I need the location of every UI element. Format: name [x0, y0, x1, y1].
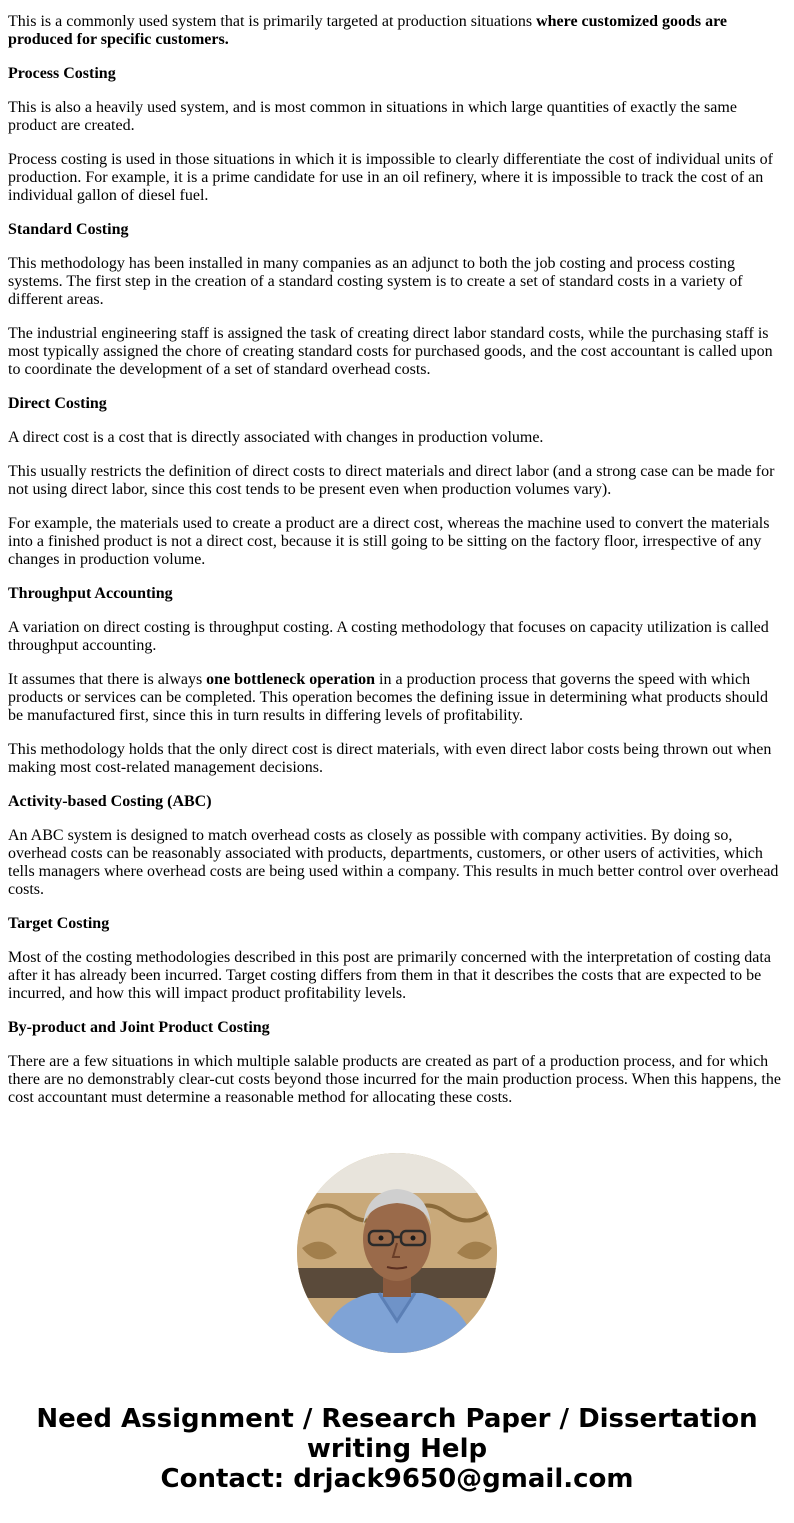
- heading-process-costing: Process Costing: [8, 65, 116, 82]
- footer-contact-email: Contact: drjack9650@gmail.com: [160, 1464, 634, 1494]
- throughput-p2-after: in a production process that governs the speed with which products or services can be completed. This operation becomes the defining issue in determining what products should be manufactured first, since this in turn results in differing levels of profitability.: [8, 671, 768, 724]
- heading-direct-costing: Direct Costing: [8, 395, 107, 412]
- heading-standard-costing: Standard Costing: [8, 221, 129, 238]
- direct-paragraph-3: For example, the materials used to create a product are a direct cost, whereas the machine used to convert the materials into a finished product is not a direct cost, because it is still going to be sitting on the factory floor, irrespective of any changes in production volume.: [8, 515, 770, 568]
- footer-contact-banner: [0, 1404, 794, 1494]
- footer-line-1: Need Assignment / Research Paper / Dissertation: [36, 1404, 758, 1434]
- heading-throughput-accounting: Throughput Accounting: [8, 585, 173, 602]
- throughput-paragraph-2: [8, 671, 784, 725]
- process-paragraph-2: Process costing is used in those situations in which it is impossible to clearly differentiate the cost of individual units of production. For example, it is a prime candidate for use in an oil refinery, where it is impossible to track the cost of an individual gallon of diesel fuel.: [8, 151, 773, 204]
- process-paragraph-1: This is also a heavily used system, and is most common in situations in which large quantities of exactly the same product are created.: [8, 99, 737, 134]
- standard-paragraph-1: This methodology has been installed in many companies as an adjunct to both the job costing and process costing systems. The first step in the creation of a standard costing system is to create a set of standard costs in a variety of different areas.: [8, 255, 743, 308]
- throughput-paragraph-3: This methodology holds that the only direct cost is direct materials, with even direct labor costs being thrown out when making most cost-related management decisions.: [8, 741, 772, 776]
- author-portrait-illustration: [297, 1153, 497, 1353]
- footer-line-2: writing Help: [306, 1434, 488, 1464]
- intro-text: This is a commonly used system that is primarily targeted at production situations: [8, 13, 537, 30]
- throughput-p2-before: It assumes that there is always: [8, 671, 207, 688]
- throughput-paragraph-1: A variation on direct costing is throughput costing. A costing methodology that focuses on capacity utilization is called throughput accounting.: [8, 619, 769, 654]
- heading-target-costing: Target Costing: [8, 915, 110, 932]
- byproduct-paragraph-1: There are a few situations in which multiple salable products are created as part of a production process, and for which there are no demonstrably clear-cut costs beyond those incurred for the main production process. When this happens, the cost accountant must determine a reasonable method for allocating these costs.: [8, 1053, 781, 1106]
- author-photo: [297, 1153, 497, 1353]
- standard-paragraph-2: The industrial engineering staff is assigned the task of creating direct labor standard costs, while the purchasing staff is most typically assigned the chore of creating standard costs for purchased goods, and the cost accountant is called upon to coordinate the development of a set of standard overhead costs.: [8, 325, 773, 378]
- intro-bold-text: where customized goods are produced for specific customers.: [8, 13, 728, 48]
- direct-paragraph-1: A direct cost is a cost that is directly associated with changes in production volume.: [8, 429, 544, 446]
- target-paragraph-1: Most of the costing methodologies described in this post are primarily concerned with the interpretation of costing data after it has already been incurred. Target costing differs from them in that it describes the costs that are expected to be incurred, and how this will impact product profitability levels.: [8, 949, 771, 1002]
- throughput-p2-bold: one bottleneck operation: [206, 671, 376, 688]
- abc-paragraph-1: An ABC system is designed to match overhead costs as closely as possible with company activities. By doing so, overhead costs can be reasonably associated with products, departments, customers, or other users of activities, which tells managers where overhead costs are being used within a company. This results in much better control over overhead costs.: [8, 827, 779, 898]
- intro-paragraph: [8, 13, 784, 49]
- heading-activity-based-costing: Activity-based Costing (ABC): [8, 793, 212, 810]
- heading-byproduct-costing: By-product and Joint Product Costing: [8, 1019, 270, 1036]
- direct-paragraph-2: This usually restricts the definition of direct costs to direct materials and direct labor (and a strong case can be made for not using direct labor, since this cost tends to be present even when production volumes vary).: [8, 463, 775, 498]
- article-body: [8, 13, 784, 1123]
